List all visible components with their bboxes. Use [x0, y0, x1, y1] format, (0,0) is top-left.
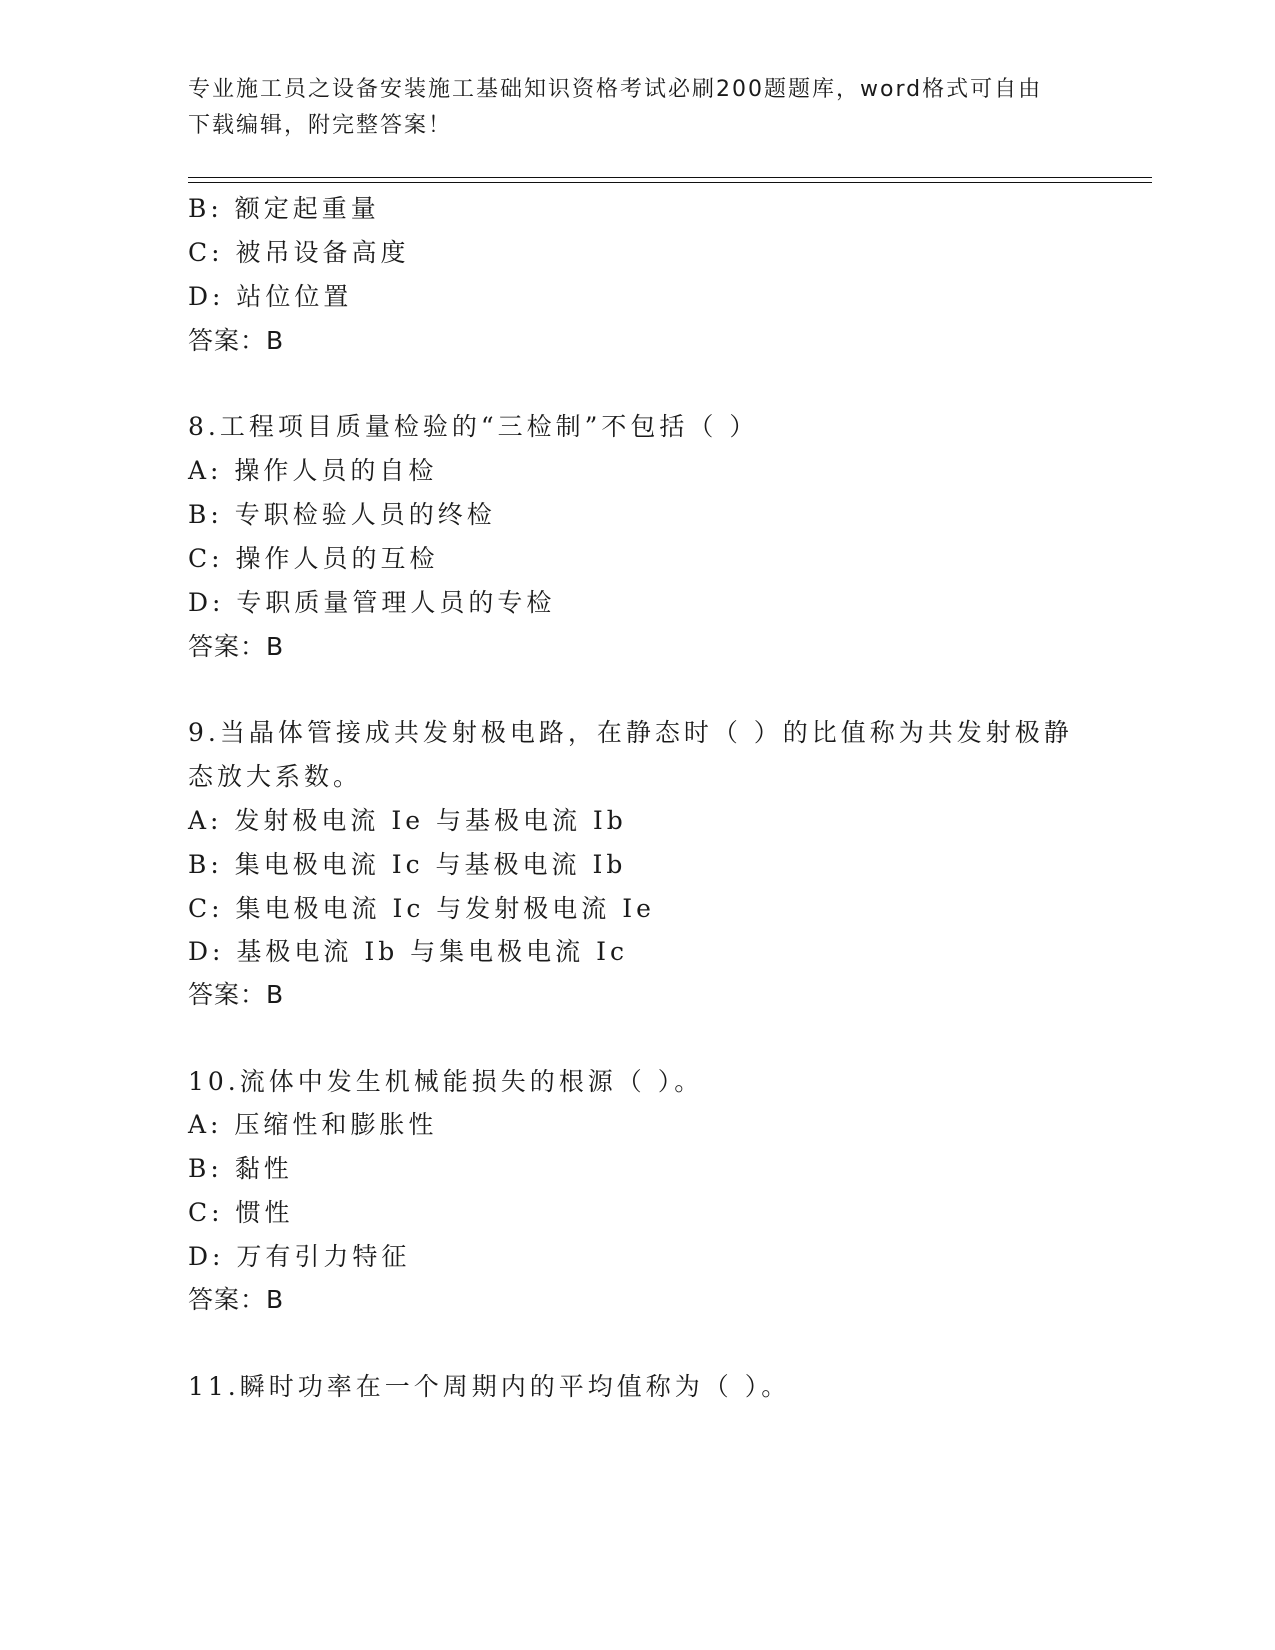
q10-option-d: D: 万有引力特征	[188, 1242, 411, 1271]
q9-stem-line-1: 9.当晶体管接成共发射极电路，在静态时（ ）的比值称为共发射极静	[188, 718, 1073, 747]
header-line-2: 下载编辑，附完整答案！	[188, 113, 453, 138]
q9-option-d: D: 基极电流 Ib 与集电极电流 Ic	[188, 937, 629, 966]
q11-stem: 11.瞬时功率在一个周期内的平均值称为（ ）。	[188, 1372, 791, 1401]
q7-option-c: C: 被吊设备高度	[188, 238, 410, 267]
header-divider-top	[188, 177, 1152, 178]
q8-option-b: B: 专职检验人员的终检	[188, 500, 496, 529]
header-divider-bottom	[188, 182, 1152, 183]
q10-answer: 答案：B	[188, 1285, 285, 1314]
q8-option-c: C: 操作人员的互检	[188, 544, 439, 573]
q8-option-d: D: 专职质量管理人员的专检	[188, 588, 556, 617]
q10-option-b: B: 黏性	[188, 1154, 293, 1183]
document-header	[188, 72, 1088, 144]
q10-option-a: A: 压缩性和膨胀性	[188, 1110, 438, 1139]
q10-option-c: C: 惯性	[188, 1198, 294, 1227]
q7-answer: 答案：B	[188, 326, 285, 355]
q7-option-b: B: 额定起重量	[188, 194, 380, 223]
q9-option-a: A: 发射极电流 Ie 与基极电流 Ib	[188, 806, 627, 835]
q8-answer: 答案：B	[188, 632, 285, 661]
q9-stem-line-2: 态放大系数。	[188, 762, 363, 791]
header-line-1: 专业施工员之设备安装施工基础知识资格考试必刷200题题库，word格式可自由	[188, 77, 1043, 102]
q9-option-b: B: 集电极电流 Ic 与基极电流 Ib	[188, 850, 627, 879]
q10-stem: 10.流体中发生机械能损失的根源（ ）。	[188, 1067, 704, 1096]
q8-stem: 8.工程项目质量检验的“三检制”不包括（ ）	[188, 412, 759, 441]
q9-answer: 答案：B	[188, 980, 285, 1009]
q9-option-c: C: 集电极电流 Ic 与发射极电流 Ie	[188, 894, 655, 923]
q8-option-a: A: 操作人员的自检	[188, 456, 438, 485]
q7-option-d: D: 站位位置	[188, 282, 353, 311]
